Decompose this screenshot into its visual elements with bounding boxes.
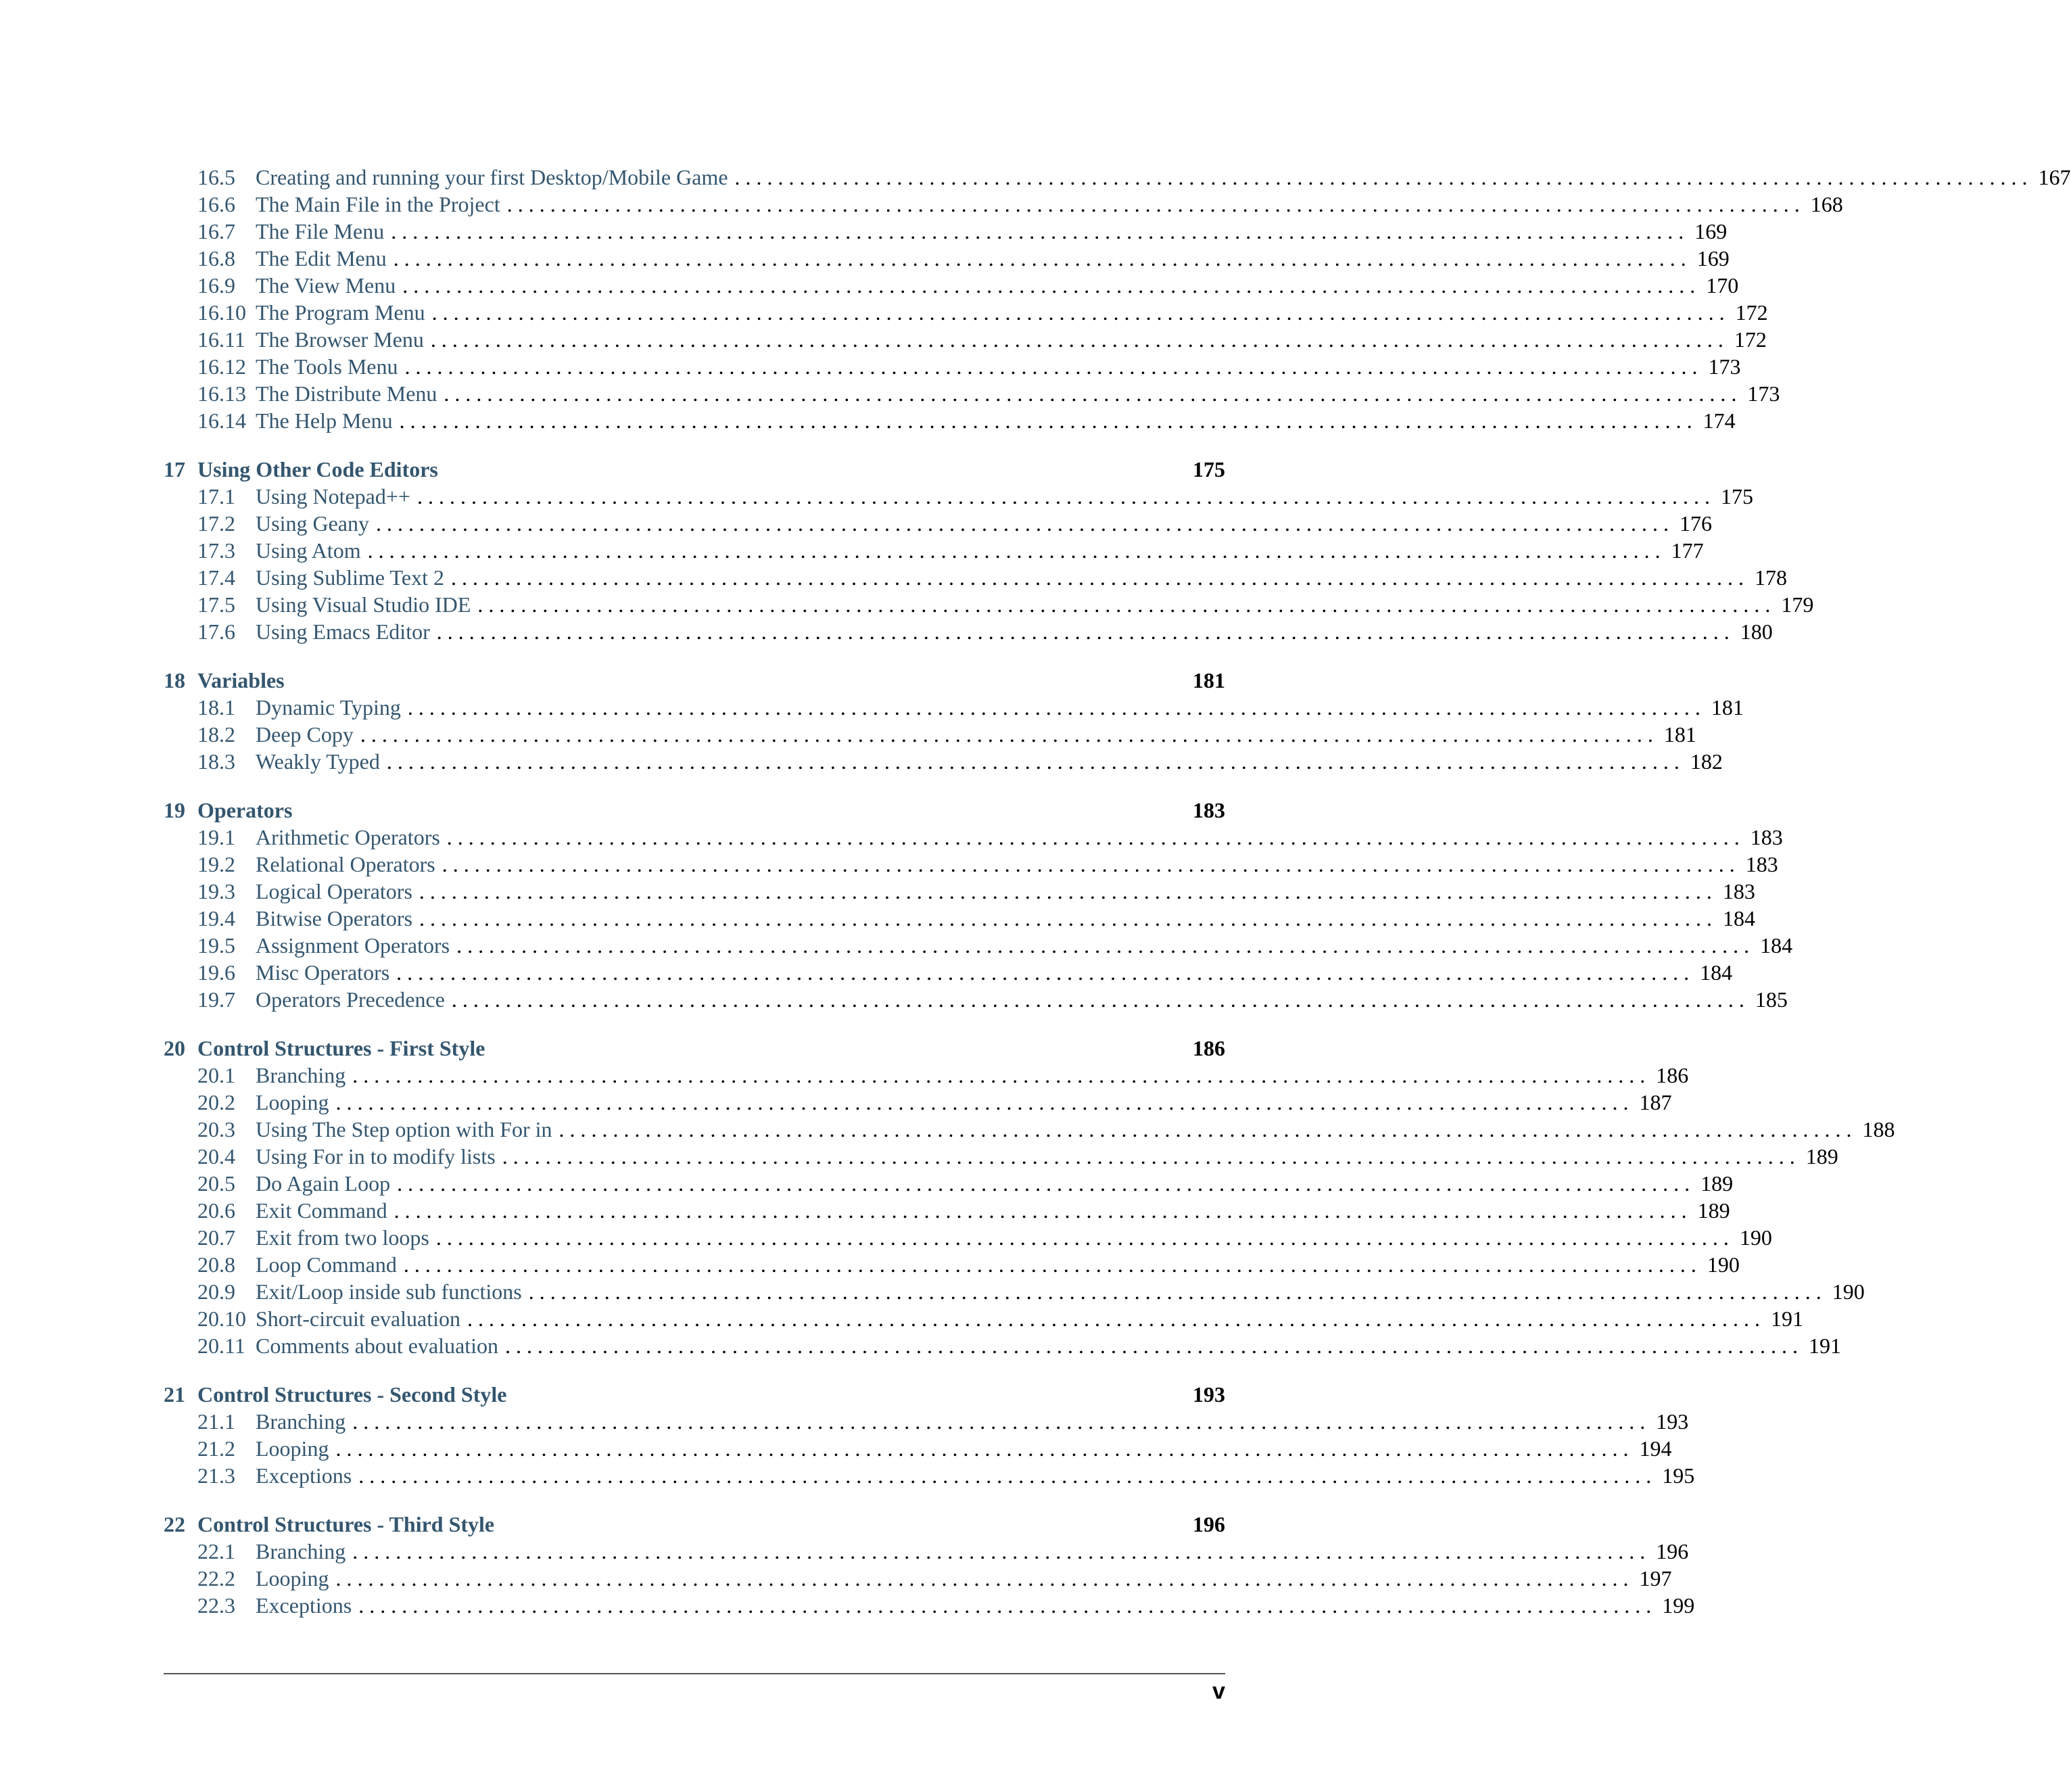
dot-leader: . . . . . . . . . . . . . . . . . . . . . . . . . . . . . . . . . . . . . . . . . . . . . . . . . . . . . . . . . . . . . . . . . . . . . . . . . . . . . . . . . . . . . . . . . . . . . . . . . . . . . . . . . . . . . . . . . . . . . . . . [360,722,1653,747]
toc-entry[interactable] [164,824,1783,851]
section-number[interactable]: 17.4 [197,565,235,590]
section-page-number: 170 [1706,273,1739,298]
toc-entry[interactable] [164,1224,1772,1251]
toc-chapter-group [164,1511,1695,1619]
dot-leader: . . . . . . . . . . . . . . . . . . . . . . . . . . . . . . . . . . . . . . . . . . . . . . . . . . . . . . . . . . . . . . . . . . . . . . . . . . . . . . . . . . . . . . . . . . . . . . . . . . . . . . . . . . . . . . . . . . . . . . . . [456,933,1750,958]
section-number[interactable]: 21.1 [197,1409,235,1434]
dot-leader: . . . . . . . . . . . . . . . . . . . . . . . . . . . . . . . . . . . . . . . . . . . . . . . . . . . . . . . . . . . . . . . . . . . . . . . . . . . . . . . . . . . . . . . . . . . . . . . . . . . . . . . . . . . . . . . . . . . . . . . . [446,825,1740,849]
section-page-number: 172 [1734,327,1767,352]
section-title-link[interactable]: Relational Operators [256,852,435,876]
section-title-link[interactable]: Loop Command [256,1252,397,1277]
section-title-link[interactable]: The Help Menu [256,408,393,433]
chapter-number[interactable]: 20 [164,1036,185,1060]
section-page-number: 181 [1711,695,1744,720]
toc-entry[interactable] [164,380,1780,407]
chapter-number[interactable]: 21 [164,1382,185,1407]
section-title-link[interactable]: Bitwise Operators [256,906,412,930]
toc-entry[interactable] [164,986,1788,1013]
section-title-link[interactable]: The Program Menu [256,300,425,325]
toc-entry[interactable] [164,694,1744,721]
section-page-number: 169 [1696,246,1730,270]
dot-leader: . . . . . . . . . . . . . . . . . . . . . . . . . . . . . . . . . . . . . . . . . . . . . . . . . . . . . . . . . . . . . . . . . . . . . . . . . . . . . . . . . . . . . . . . . . . . . . . . . . . . . . . . . . . . . . . . . . . . . . . . [358,1463,1652,1488]
section-number[interactable]: 16.13 [197,381,246,406]
dot-leader: . . . . . . . . . . . . . . . . . . . . . . . . . . . . . . . . . . . . . . . . . . . . . . . . . . . . . . . . . . . . . . . . . . . . . . . . . . . . . . . . . . . . . . . . . . . . . . . . . . . . . . . . . . . . . . . . . . . . . . . . [391,219,1684,243]
section-page-number: 183 [1722,879,1755,903]
dot-leader: . . . . . . . . . . . . . . . . . . . . . . . . . . . . . . . . . . . . . . . . . . . . . . . . . . . . . . . . . . . . . . . . . . . . . . . . . . . . . . . . . . . . . . . . . . . . . . . . . . . . . . . . . . . . . . . . . . . . . . . . [419,879,1712,903]
toc-entry[interactable] [164,1592,1695,1619]
section-number[interactable]: 16.10 [197,300,246,325]
footer-rule [164,1673,1225,1674]
toc-entry[interactable] [164,299,1768,326]
section-number[interactable]: 16.7 [197,219,235,243]
section-number[interactable]: 20.11 [197,1334,245,1358]
section-number[interactable]: 20.7 [197,1225,235,1250]
section-number[interactable]: 20.10 [197,1306,246,1331]
section-number[interactable]: 22.2 [197,1566,235,1590]
dot-leader: . . . . . . . . . . . . . . . . . . . . . . . . . . . . . . . . . . . . . . . . . . . . . . . . . . . . . . . . . . . . . . . . . . . . . . . . . . . . . . . . . . . . . . . . . . . . . . . . . . . . . . . . . . . . . . . . . . . . . . . . [402,273,1696,298]
section-title-link[interactable]: Arithmetic Operators [256,825,440,849]
section-page-number: 193 [1656,1409,1689,1434]
toc-entry[interactable] [164,1143,1838,1170]
section-number[interactable]: 16.8 [197,246,235,270]
chapter-page-number: 183 [1193,798,1225,822]
section-page-number: 188 [1862,1117,1895,1141]
dot-leader: . . . . . . . . . . . . . . . . . . . . . . . . . . . . . . . . . . . . . . . . . . . . . . . . . . . . . . . . . . . . . . . . . . . . . . . . . . . . . . . . . . . . . . . . . . . . . . . . . . . . . . . . . . . . . . . . . . . . . . . . [335,1436,1629,1461]
section-number[interactable]: 20.1 [197,1063,235,1087]
section-page-number: 194 [1639,1436,1672,1461]
section-title-link[interactable]: Branching [256,1063,346,1087]
dot-leader: . . . . . . . . . . . . . . . . . . . . . . . . . . . . . . . . . . . . . . . . . . . . . . . . . . . . . . . . . . . . . . . . . . . . . . . . . . . . . . . . . . . . . . . . . . . . . . . . . . . . . . . . . . . . . . . . . . . . . . . . [399,408,1692,433]
dot-leader: . . . . . . . . . . . . . . . . . . . . . . . . . . . . . . . . . . . . . . . . . . . . . . . . . . . . . . . . . . . . . . . . . . . . . . . . . . . . . . . . . . . . . . . . . . . . . . . . . . . . . . . . . . . . . . . . . . . . . . . . [734,165,2028,189]
section-title-link[interactable]: Using Geany [256,511,369,536]
toc-chapter-group [164,797,1793,1013]
toc-entry[interactable] [164,591,1814,618]
chapter-page-number: 175 [1193,457,1225,481]
section-page-number: 185 [1755,987,1788,1012]
section-page-number: 191 [1771,1306,1804,1331]
section-page-number: 169 [1694,219,1728,243]
dot-leader: . . . . . . . . . . . . . . . . . . . . . . . . . . . . . . . . . . . . . . . . . . . . . . . . . . . . . . . . . . . . . . . . . . . . . . . . . . . . . . . . . . . . . . . . . . . . . . . . . . . . . . . . . . . . . . . . . . . . . . . . [477,592,1771,617]
section-title-link[interactable]: Comments about evaluation [256,1334,499,1358]
section-number[interactable]: 17.6 [197,619,235,644]
toc-entry[interactable] [164,1538,1689,1565]
chapter-page-number: 196 [1193,1512,1225,1536]
toc-chapter-group [164,164,2071,434]
section-title-link[interactable]: The Browser Menu [256,327,424,352]
section-number[interactable]: 20.9 [197,1279,235,1304]
table-of-contents [164,164,2071,1641]
toc-chapter-group [164,456,1814,645]
chapter-number[interactable]: 18 [164,668,185,692]
chapter-heading[interactable] [164,1381,1225,1408]
toc-entry[interactable] [164,851,1778,878]
section-number[interactable]: 20.3 [197,1117,235,1141]
section-page-number: 167 [2038,165,2071,189]
section-page-number: 173 [1747,381,1780,406]
dot-leader: . . . . . . . . . . . . . . . . . . . . . . . . . . . . . . . . . . . . . . . . . . . . . . . . . . . . . . . . . . . . . . . . . . . . . . . . . . . . . . . . . . . . . . . . . . . . . . . . . . . . . . . . . . . . . . . . . . . . . . . . [528,1279,1822,1304]
dot-leader: . . . . . . . . . . . . . . . . . . . . . . . . . . . . . . . . . . . . . . . . . . . . . . . . . . . . . . . . . . . . . . . . . . . . . . . . . . . . . . . . . . . . . . . . . . . . . . . . . . . . . . . . . . . . . . . . . . . . . . . . [442,852,1735,876]
section-page-number: 183 [1750,825,1783,849]
section-number[interactable]: 16.9 [197,273,235,298]
section-number[interactable]: 18.3 [197,749,235,774]
section-page-number: 168 [1810,192,1843,216]
section-title-link[interactable]: Misc Operators [256,960,390,985]
section-number[interactable]: 19.6 [197,960,235,985]
section-number[interactable]: 17.3 [197,538,235,563]
toc-entry[interactable] [164,1062,1689,1089]
toc-entry[interactable] [164,483,1753,510]
section-page-number: 178 [1754,565,1787,590]
chapter-title-link[interactable]: Control Structures - Second Style [197,1382,507,1407]
section-title-link[interactable]: Dynamic Typing [256,695,401,720]
section-title-link[interactable]: Looping [256,1436,329,1461]
section-page-number: 179 [1781,592,1814,617]
page-number: v [1212,1678,1225,1704]
section-number[interactable]: 20.8 [197,1252,235,1277]
toc-entry[interactable] [164,1251,1740,1278]
section-title-link[interactable]: Creating and running your first Desktop/Mobile Game [256,165,728,189]
section-title-link[interactable]: The Tools Menu [256,354,398,379]
section-number[interactable]: 21.3 [197,1463,235,1488]
section-title-link[interactable]: Looping [256,1566,329,1590]
toc-entry[interactable] [164,932,1793,959]
toc-entry[interactable] [164,407,1736,434]
dot-leader: . . . . . . . . . . . . . . . . . . . . . . . . . . . . . . . . . . . . . . . . . . . . . . . . . . . . . . . . . . . . . . . . . . . . . . . . . . . . . . . . . . . . . . . . . . . . . . . . . . . . . . . . . . . . . . . . . . . . . . . . [352,1409,1646,1434]
section-page-number: 172 [1735,300,1768,325]
chapter-title-link[interactable]: Operators [197,798,293,822]
dot-leader: . . . . . . . . . . . . . . . . . . . . . . . . . . . . . . . . . . . . . . . . . . . . . . . . . . . . . . . . . . . . . . . . . . . . . . . . . . . . . . . . . . . . . . . . . . . . . . . . . . . . . . . . . . . . . . . . . . . . . . . . [506,192,1800,216]
section-number[interactable]: 18.2 [197,722,235,747]
section-page-number: 184 [1722,906,1755,930]
dot-leader: . . . . . . . . . . . . . . . . . . . . . . . . . . . . . . . . . . . . . . . . . . . . . . . . . . . . . . . . . . . . . . . . . . . . . . . . . . . . . . . . . . . . . . . . . . . . . . . . . . . . . . . . . . . . . . . . . . . . . . . . [431,300,1725,325]
dot-leader: . . . . . . . . . . . . . . . . . . . . . . . . . . . . . . . . . . . . . . . . . . . . . . . . . . . . . . . . . . . . . . . . . . . . . . . . . . . . . . . . . . . . . . . . . . . . . . . . . . . . . . . . . . . . . . . . . . . . . . . . [419,906,1712,930]
section-number[interactable]: 19.1 [197,825,235,849]
dot-leader: . . . . . . . . . . . . . . . . . . . . . . . . . . . . . . . . . . . . . . . . . . . . . . . . . . . . . . . . . . . . . . . . . . . . . . . . . . . . . . . . . . . . . . . . . . . . . . . . . . . . . . . . . . . . . . . . . . . . . . . . [394,1198,1687,1223]
chapter-title-link[interactable]: Control Structures - Third Style [197,1512,495,1536]
dot-leader: . . . . . . . . . . . . . . . . . . . . . . . . . . . . . . . . . . . . . . . . . . . . . . . . . . . . . . . . . . . . . . . . . . . . . . . . . . . . . . . . . . . . . . . . . . . . . . . . . . . . . . . . . . . . . . . . . . . . . . . . [436,619,1730,644]
section-page-number: 196 [1656,1539,1689,1563]
toc-entry[interactable] [164,1435,1672,1462]
section-title-link[interactable]: Exceptions [256,1463,352,1488]
chapter-page-number: 181 [1193,668,1225,692]
section-title-link[interactable]: Using Visual Studio IDE [256,592,471,617]
dot-leader: . . . . . . . . . . . . . . . . . . . . . . . . . . . . . . . . . . . . . . . . . . . . . . . . . . . . . . . . . . . . . . . . . . . . . . . . . . . . . . . . . . . . . . . . . . . . . . . . . . . . . . . . . . . . . . . . . . . . . . . . [430,327,1723,352]
dot-leader: . . . . . . . . . . . . . . . . . . . . . . . . . . . . . . . . . . . . . . . . . . . . . . . . . . . . . . . . . . . . . . . . . . . . . . . . . . . . . . . . . . . . . . . . . . . . . . . . . . . . . . . . . . . . . . . . . . . . . . . . [367,538,1661,563]
section-page-number: 190 [1832,1279,1865,1304]
section-page-number: 182 [1690,749,1723,774]
section-page-number: 190 [1707,1252,1740,1277]
section-number[interactable]: 20.2 [197,1090,235,1114]
section-page-number: 173 [1708,354,1741,379]
toc-entry[interactable] [164,1116,1895,1143]
dot-leader: . . . . . . . . . . . . . . . . . . . . . . . . . . . . . . . . . . . . . . . . . . . . . . . . . . . . . . . . . . . . . . . . . . . . . . . . . . . . . . . . . . . . . . . . . . . . . . . . . . . . . . . . . . . . . . . . . . . . . . . . [397,1171,1690,1196]
section-page-number: 191 [1809,1334,1842,1358]
dot-leader: . . . . . . . . . . . . . . . . . . . . . . . . . . . . . . . . . . . . . . . . . . . . . . . . . . . . . . . . . . . . . . . . . . . . . . . . . . . . . . . . . . . . . . . . . . . . . . . . . . . . . . . . . . . . . . . . . . . . . . . . [416,484,1710,509]
section-page-number: 189 [1697,1198,1730,1223]
toc-entry[interactable] [164,1170,1734,1197]
section-page-number: 176 [1679,511,1712,536]
section-number[interactable]: 21.2 [197,1436,235,1461]
section-number[interactable]: 19.2 [197,852,235,876]
section-title-link[interactable]: Short-circuit evaluation [256,1306,461,1331]
dot-leader: . . . . . . . . . . . . . . . . . . . . . . . . . . . . . . . . . . . . . . . . . . . . . . . . . . . . . . . . . . . . . . . . . . . . . . . . . . . . . . . . . . . . . . . . . . . . . . . . . . . . . . . . . . . . . . . . . . . . . . . . [435,1225,1729,1250]
toc-entry[interactable] [164,1565,1672,1592]
section-title-link[interactable]: Assignment Operators [256,933,450,958]
dot-leader: . . . . . . . . . . . . . . . . . . . . . . . . . . . . . . . . . . . . . . . . . . . . . . . . . . . . . . . . . . . . . . . . . . . . . . . . . . . . . . . . . . . . . . . . . . . . . . . . . . . . . . . . . . . . . . . . . . . . . . . . [386,749,1680,774]
section-title-link[interactable]: Logical Operators [256,879,412,903]
section-number[interactable]: 22.3 [197,1593,235,1618]
section-number[interactable]: 17.1 [197,484,235,509]
section-number[interactable]: 16.12 [197,354,246,379]
section-number[interactable]: 16.6 [197,192,235,216]
section-title-link[interactable]: Exceptions [256,1593,352,1618]
toc-entry[interactable] [164,1408,1689,1435]
toc-entry[interactable] [164,537,1704,564]
section-page-number: 195 [1662,1463,1695,1488]
section-page-number: 186 [1656,1063,1689,1087]
dot-leader: . . . . . . . . . . . . . . . . . . . . . . . . . . . . . . . . . . . . . . . . . . . . . . . . . . . . . . . . . . . . . . . . . . . . . . . . . . . . . . . . . . . . . . . . . . . . . . . . . . . . . . . . . . . . . . . . . . . . . . . . [335,1090,1629,1114]
toc-entry[interactable] [164,905,1755,932]
dot-leader: . . . . . . . . . . . . . . . . . . . . . . . . . . . . . . . . . . . . . . . . . . . . . . . . . . . . . . . . . . . . . . . . . . . . . . . . . . . . . . . . . . . . . . . . . . . . . . . . . . . . . . . . . . . . . . . . . . . . . . . . [358,1593,1652,1618]
toc-entry[interactable] [164,272,1739,299]
toc-entry[interactable] [164,164,2071,191]
section-page-number: 184 [1700,960,1733,985]
toc-entry[interactable] [164,191,1843,218]
section-page-number: 189 [1805,1144,1838,1169]
section-page-number: 177 [1671,538,1704,563]
section-title-link[interactable]: The Distribute Menu [256,381,437,406]
toc-entry[interactable] [164,510,1712,537]
section-title-link[interactable]: Branching [256,1539,346,1563]
section-title-link[interactable]: Using Notepad++ [256,484,410,509]
section-title-link[interactable]: Exit/Loop inside sub functions [256,1279,522,1304]
chapter-heading[interactable] [164,797,1225,824]
section-page-number: 183 [1745,852,1778,876]
toc-entry[interactable] [164,1197,1730,1224]
dot-leader: . . . . . . . . . . . . . . . . . . . . . . . . . . . . . . . . . . . . . . . . . . . . . . . . . . . . . . . . . . . . . . . . . . . . . . . . . . . . . . . . . . . . . . . . . . . . . . . . . . . . . . . . . . . . . . . . . . . . . . . . [352,1539,1646,1563]
section-title-link[interactable]: The View Menu [256,273,396,298]
chapter-heading[interactable] [164,1511,1225,1538]
dot-leader: . . . . . . . . . . . . . . . . . . . . . . . . . . . . . . . . . . . . . . . . . . . . . . . . . . . . . . . . . . . . . . . . . . . . . . . . . . . . . . . . . . . . . . . . . . . . . . . . . . . . . . . . . . . . . . . . . . . . . . . . [450,565,1744,590]
section-number[interactable]: 16.14 [197,408,246,433]
section-number[interactable]: 19.4 [197,906,235,930]
section-page-number: 180 [1740,619,1773,644]
toc-entry[interactable] [164,326,1767,353]
section-title-link[interactable]: Using The Step option with For in [256,1117,552,1141]
section-number[interactable]: 16.5 [197,165,235,189]
toc-entry[interactable] [164,1089,1672,1116]
section-page-number: 190 [1739,1225,1772,1250]
section-title-link[interactable]: Branching [256,1409,346,1434]
dot-leader: . . . . . . . . . . . . . . . . . . . . . . . . . . . . . . . . . . . . . . . . . . . . . . . . . . . . . . . . . . . . . . . . . . . . . . . . . . . . . . . . . . . . . . . . . . . . . . . . . . . . . . . . . . . . . . . . . . . . . . . . [396,960,1690,985]
section-number[interactable]: 16.11 [197,327,245,352]
dot-leader: . . . . . . . . . . . . . . . . . . . . . . . . . . . . . . . . . . . . . . . . . . . . . . . . . . . . . . . . . . . . . . . . . . . . . . . . . . . . . . . . . . . . . . . . . . . . . . . . . . . . . . . . . . . . . . . . . . . . . . . . [558,1117,1852,1141]
section-number[interactable]: 20.6 [197,1198,235,1223]
section-title-link[interactable]: Exit from two loops [256,1225,429,1250]
dot-leader: . . . . . . . . . . . . . . . . . . . . . . . . . . . . . . . . . . . . . . . . . . . . . . . . . . . . . . . . . . . . . . . . . . . . . . . . . . . . . . . . . . . . . . . . . . . . . . . . . . . . . . . . . . . . . . . . . . . . . . . . [375,511,1669,536]
section-title-link[interactable]: Operators Precedence [256,987,445,1012]
dot-leader: . . . . . . . . . . . . . . . . . . . . . . . . . . . . . . . . . . . . . . . . . . . . . . . . . . . . . . . . . . . . . . . . . . . . . . . . . . . . . . . . . . . . . . . . . . . . . . . . . . . . . . . . . . . . . . . . . . . . . . . . [335,1566,1629,1590]
toc-chapter-group [164,667,1744,775]
chapter-number[interactable]: 19 [164,798,185,822]
section-title-link[interactable]: The Main File in the Project [256,192,500,216]
chapter-page-number: 193 [1193,1382,1225,1407]
toc-entry[interactable] [164,959,1733,986]
section-title-link[interactable]: Using For in to modify lists [256,1144,496,1169]
toc-entry[interactable] [164,748,1723,775]
section-number[interactable]: 20.4 [197,1144,235,1169]
toc-entry[interactable] [164,353,1741,380]
chapter-heading[interactable] [164,667,1225,694]
toc-entry[interactable] [164,245,1730,272]
section-page-number: 197 [1639,1566,1672,1590]
dot-leader: . . . . . . . . . . . . . . . . . . . . . . . . . . . . . . . . . . . . . . . . . . . . . . . . . . . . . . . . . . . . . . . . . . . . . . . . . . . . . . . . . . . . . . . . . . . . . . . . . . . . . . . . . . . . . . . . . . . . . . . . [451,987,1744,1012]
section-number[interactable]: 18.1 [197,695,235,720]
section-page-number: 174 [1703,408,1736,433]
section-page-number: 189 [1700,1171,1734,1196]
dot-leader: . . . . . . . . . . . . . . . . . . . . . . . . . . . . . . . . . . . . . . . . . . . . . . . . . . . . . . . . . . . . . . . . . . . . . . . . . . . . . . . . . . . . . . . . . . . . . . . . . . . . . . . . . . . . . . . . . . . . . . . . [404,354,1698,379]
chapter-title-link[interactable]: Using Other Code Editors [197,457,438,481]
section-title-link[interactable]: Using Atom [256,538,361,563]
toc-entry[interactable] [164,1332,1842,1359]
section-number[interactable]: 19.3 [197,879,235,903]
section-page-number: 199 [1662,1593,1695,1618]
toc-entry[interactable] [164,878,1755,905]
chapter-title-link[interactable]: Control Structures - First Style [197,1036,485,1060]
section-number[interactable]: 19.7 [197,987,235,1012]
chapter-heading[interactable] [164,456,1225,483]
toc-entry[interactable] [164,1462,1695,1489]
section-number[interactable]: 20.5 [197,1171,235,1196]
dot-leader: . . . . . . . . . . . . . . . . . . . . . . . . . . . . . . . . . . . . . . . . . . . . . . . . . . . . . . . . . . . . . . . . . . . . . . . . . . . . . . . . . . . . . . . . . . . . . . . . . . . . . . . . . . . . . . . . . . . . . . . . [403,1252,1696,1277]
dot-leader: . . . . . . . . . . . . . . . . . . . . . . . . . . . . . . . . . . . . . . . . . . . . . . . . . . . . . . . . . . . . . . . . . . . . . . . . . . . . . . . . . . . . . . . . . . . . . . . . . . . . . . . . . . . . . . . . . . . . . . . . [505,1334,1799,1358]
toc-chapter-group [164,1381,1695,1489]
section-title-link[interactable]: Do Again Loop [256,1171,391,1196]
chapter-page-number: 186 [1193,1036,1225,1060]
chapter-number[interactable]: 17 [164,457,185,481]
section-page-number: 184 [1760,933,1793,958]
dot-leader: . . . . . . . . . . . . . . . . . . . . . . . . . . . . . . . . . . . . . . . . . . . . . . . . . . . . . . . . . . . . . . . . . . . . . . . . . . . . . . . . . . . . . . . . . . . . . . . . . . . . . . . . . . . . . . . . . . . . . . . . [467,1306,1761,1331]
dot-leader: . . . . . . . . . . . . . . . . . . . . . . . . . . . . . . . . . . . . . . . . . . . . . . . . . . . . . . . . . . . . . . . . . . . . . . . . . . . . . . . . . . . . . . . . . . . . . . . . . . . . . . . . . . . . . . . . . . . . . . . . [393,246,1686,270]
section-number[interactable]: 17.5 [197,592,235,617]
dot-leader: . . . . . . . . . . . . . . . . . . . . . . . . . . . . . . . . . . . . . . . . . . . . . . . . . . . . . . . . . . . . . . . . . . . . . . . . . . . . . . . . . . . . . . . . . . . . . . . . . . . . . . . . . . . . . . . . . . . . . . . . [444,381,1737,406]
dot-leader: . . . . . . . . . . . . . . . . . . . . . . . . . . . . . . . . . . . . . . . . . . . . . . . . . . . . . . . . . . . . . . . . . . . . . . . . . . . . . . . . . . . . . . . . . . . . . . . . . . . . . . . . . . . . . . . . . . . . . . . . [352,1063,1646,1087]
section-title-link[interactable]: Using Emacs Editor [256,619,430,644]
toc-entry[interactable] [164,1305,1804,1332]
chapter-number[interactable]: 22 [164,1512,185,1536]
section-page-number: 175 [1720,484,1753,509]
section-page-number: 187 [1639,1090,1672,1114]
toc-entry[interactable] [164,721,1696,748]
section-number[interactable]: 22.1 [197,1539,235,1563]
section-title-link[interactable]: Using Sublime Text 2 [256,565,444,590]
toc-chapter-group [164,1035,1895,1359]
section-title-link[interactable]: Exit Command [256,1198,387,1223]
dot-leader: . . . . . . . . . . . . . . . . . . . . . . . . . . . . . . . . . . . . . . . . . . . . . . . . . . . . . . . . . . . . . . . . . . . . . . . . . . . . . . . . . . . . . . . . . . . . . . . . . . . . . . . . . . . . . . . . . . . . . . . . [407,695,1700,720]
toc-entry[interactable] [164,564,1787,591]
section-title-link[interactable]: The Edit Menu [256,246,387,270]
section-title-link[interactable]: Looping [256,1090,329,1114]
section-title-link[interactable]: The File Menu [256,219,385,243]
dot-leader: . . . . . . . . . . . . . . . . . . . . . . . . . . . . . . . . . . . . . . . . . . . . . . . . . . . . . . . . . . . . . . . . . . . . . . . . . . . . . . . . . . . . . . . . . . . . . . . . . . . . . . . . . . . . . . . . . . . . . . . . [502,1144,1795,1169]
section-title-link[interactable]: Deep Copy [256,722,354,747]
section-title-link[interactable]: Weakly Typed [256,749,380,774]
toc-entry[interactable] [164,618,1773,645]
section-number[interactable]: 19.5 [197,933,235,958]
section-page-number: 181 [1663,722,1696,747]
section-number[interactable]: 17.2 [197,511,235,536]
toc-entry[interactable] [164,1278,1865,1305]
chapter-title-link[interactable]: Variables [197,668,285,692]
chapter-heading[interactable] [164,1035,1225,1062]
toc-entry[interactable] [164,218,1728,245]
